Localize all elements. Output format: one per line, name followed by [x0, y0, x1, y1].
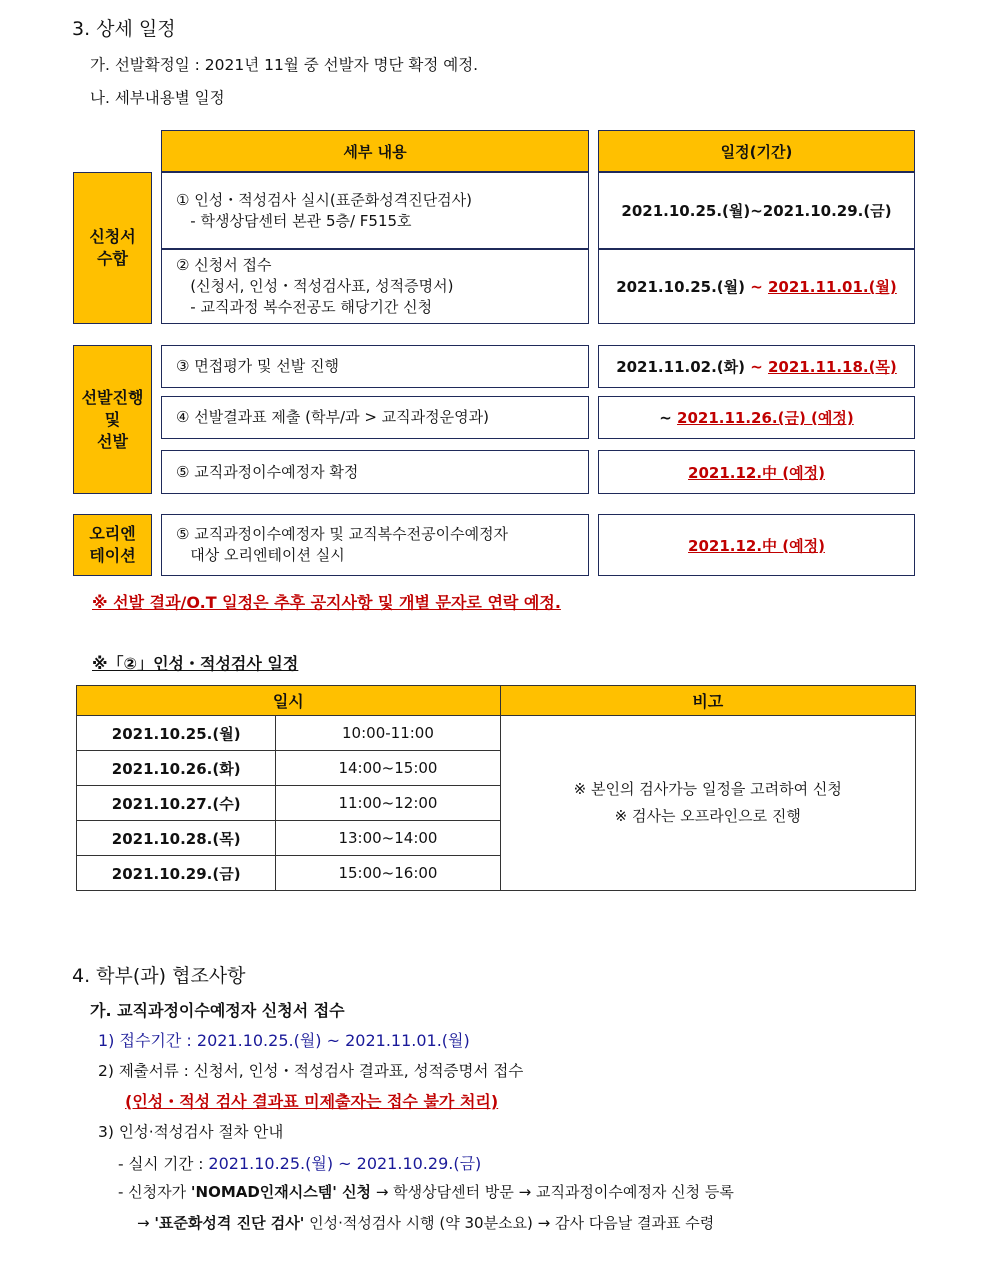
schedule-row-1	[161, 172, 589, 249]
test-time: 13:00~14:00	[276, 821, 500, 856]
row-content: ⑤ 교직과정이수예정자 및 교직복수전공이수예정자 대상 오리엔테이션 실시	[176, 525, 509, 564]
schedule-row-4-date	[598, 396, 915, 439]
test-time: 14:00~15:00	[276, 751, 500, 786]
schedule-row-3	[161, 345, 589, 388]
selection-date-item: 가. 선발확정일 : 2021년 11월 중 선발자 명단 확정 예정.	[90, 56, 479, 74]
date-end: 2021.11.01.(월)	[768, 278, 897, 296]
test-period	[118, 1151, 481, 1174]
procedure-item: 3) 인성·적성검사 절차 안내	[98, 1123, 284, 1141]
period-label: - 실시 기간 :	[118, 1155, 209, 1173]
proc-text: - 신청자가	[118, 1183, 191, 1201]
detail-schedule-item: 나. 세부내용별 일정	[90, 89, 225, 107]
proc-text: 인성·적성검사 시행 (약 30분소요) → 감사 다음날 결과표 수령	[304, 1214, 715, 1232]
test-time: 11:00~12:00	[276, 786, 500, 821]
header-when: 일시	[77, 686, 501, 716]
schedule-row-2-date	[598, 249, 915, 324]
date-start: 2021.10.25.(월)	[616, 278, 745, 296]
schedule-row-6	[161, 514, 589, 576]
row-content: ⑤ 교직과정이수예정자 확정	[176, 462, 359, 481]
test-date: 2021.10.29.(금)	[77, 856, 276, 891]
test-schedule-title: ※「②」인성・적성검사 일정	[92, 654, 299, 673]
schedule-row-5	[161, 450, 589, 494]
date-separator: ~	[744, 277, 768, 296]
test-note	[500, 716, 915, 891]
date-start: 2021.10.25.(월)~2021.10.29.(금)	[621, 202, 892, 220]
group-application: 신청서 수합	[73, 172, 152, 324]
header-note: 비고	[500, 686, 915, 716]
date-end: 2021.12.中 (예정)	[688, 536, 825, 555]
proc-highlight: '표준화성격 진단 검사'	[154, 1214, 305, 1232]
period-value: 2021.10.25.(월) ~ 2021.10.29.(금)	[208, 1154, 482, 1173]
group-orientation: 오리엔 테이션	[73, 514, 152, 576]
test-time: 10:00-11:00	[276, 716, 500, 751]
test-date: 2021.10.26.(화)	[77, 751, 276, 786]
section3-title: 3. 상세 일정	[72, 18, 176, 40]
schedule-row-6-date	[598, 514, 915, 576]
header-period: 일정(기간)	[598, 130, 915, 172]
section4-title: 4. 학부(과) 협조사항	[72, 965, 246, 987]
schedule-footnote: ※ 선발 결과/O.T 일정은 추후 공지사항 및 개별 문자로 연락 예정.	[92, 593, 561, 612]
proc-text: → 학생상담센터 방문 → 교직과정이수예정자 신청 등록	[371, 1183, 734, 1201]
note-line: ※ 본인의 검사가능 일정을 고려하여 신청	[573, 780, 842, 798]
date-separator: ~	[659, 408, 678, 427]
test-date: 2021.10.25.(월)	[77, 716, 276, 751]
date-separator: ~	[744, 357, 768, 376]
documents-item: 2) 제출서류 : 신청서, 인성・적성검사 결과표, 성적증명서 접수	[98, 1062, 524, 1080]
test-time: 15:00~16:00	[276, 856, 500, 891]
proc-highlight: 'NOMAD인재시스템' 신청	[190, 1183, 372, 1201]
procedure-line-1	[118, 1181, 734, 1202]
group-selection: 선발진행 및 선발	[73, 345, 152, 494]
test-date: 2021.10.27.(수)	[77, 786, 276, 821]
date-end: 2021.12.中 (예정)	[688, 463, 825, 482]
row-content: ③ 면접평가 및 선발 진행	[176, 357, 339, 375]
table-row	[77, 716, 916, 751]
schedule-row-2	[161, 249, 589, 324]
proc-text: →	[137, 1214, 155, 1232]
date-start: 2021.11.02.(화)	[616, 358, 745, 376]
schedule-row-5-date	[598, 450, 915, 494]
test-schedule-table	[76, 685, 916, 891]
row-content: ② 신청서 접수 (신청서, 인성・적성검사표, 성적증명서) - 교직과정 복수전공도 해당기간 신청	[176, 256, 454, 316]
note-line: ※ 검사는 오프라인으로 진행	[614, 807, 801, 825]
date-end: 2021.11.26.(금) (예정)	[677, 409, 854, 427]
application-item: 가. 교직과정이수예정자 신청서 접수	[90, 1001, 345, 1020]
header-content: 세부 내용	[161, 130, 589, 172]
documents-warning: (인성・적성 검사 결과표 미제출자는 접수 불가 처리)	[125, 1092, 499, 1111]
schedule-row-1-date	[598, 172, 915, 249]
test-date: 2021.10.28.(목)	[77, 821, 276, 856]
procedure-line-2	[137, 1212, 714, 1233]
application-period: 1) 접수기간 : 2021.10.25.(월) ~ 2021.11.01.(월)	[98, 1031, 470, 1050]
row-content: ① 인성・적성검사 실시(표준화성격진단검사) - 학생상담센터 본관 5층/ F515호	[176, 190, 473, 230]
row-content: ④ 선발결과표 제출 (학부/과 > 교직과정운영과)	[176, 408, 489, 426]
schedule-row-3-date	[598, 345, 915, 388]
schedule-row-4	[161, 396, 589, 439]
date-end: 2021.11.18.(목)	[768, 358, 897, 376]
